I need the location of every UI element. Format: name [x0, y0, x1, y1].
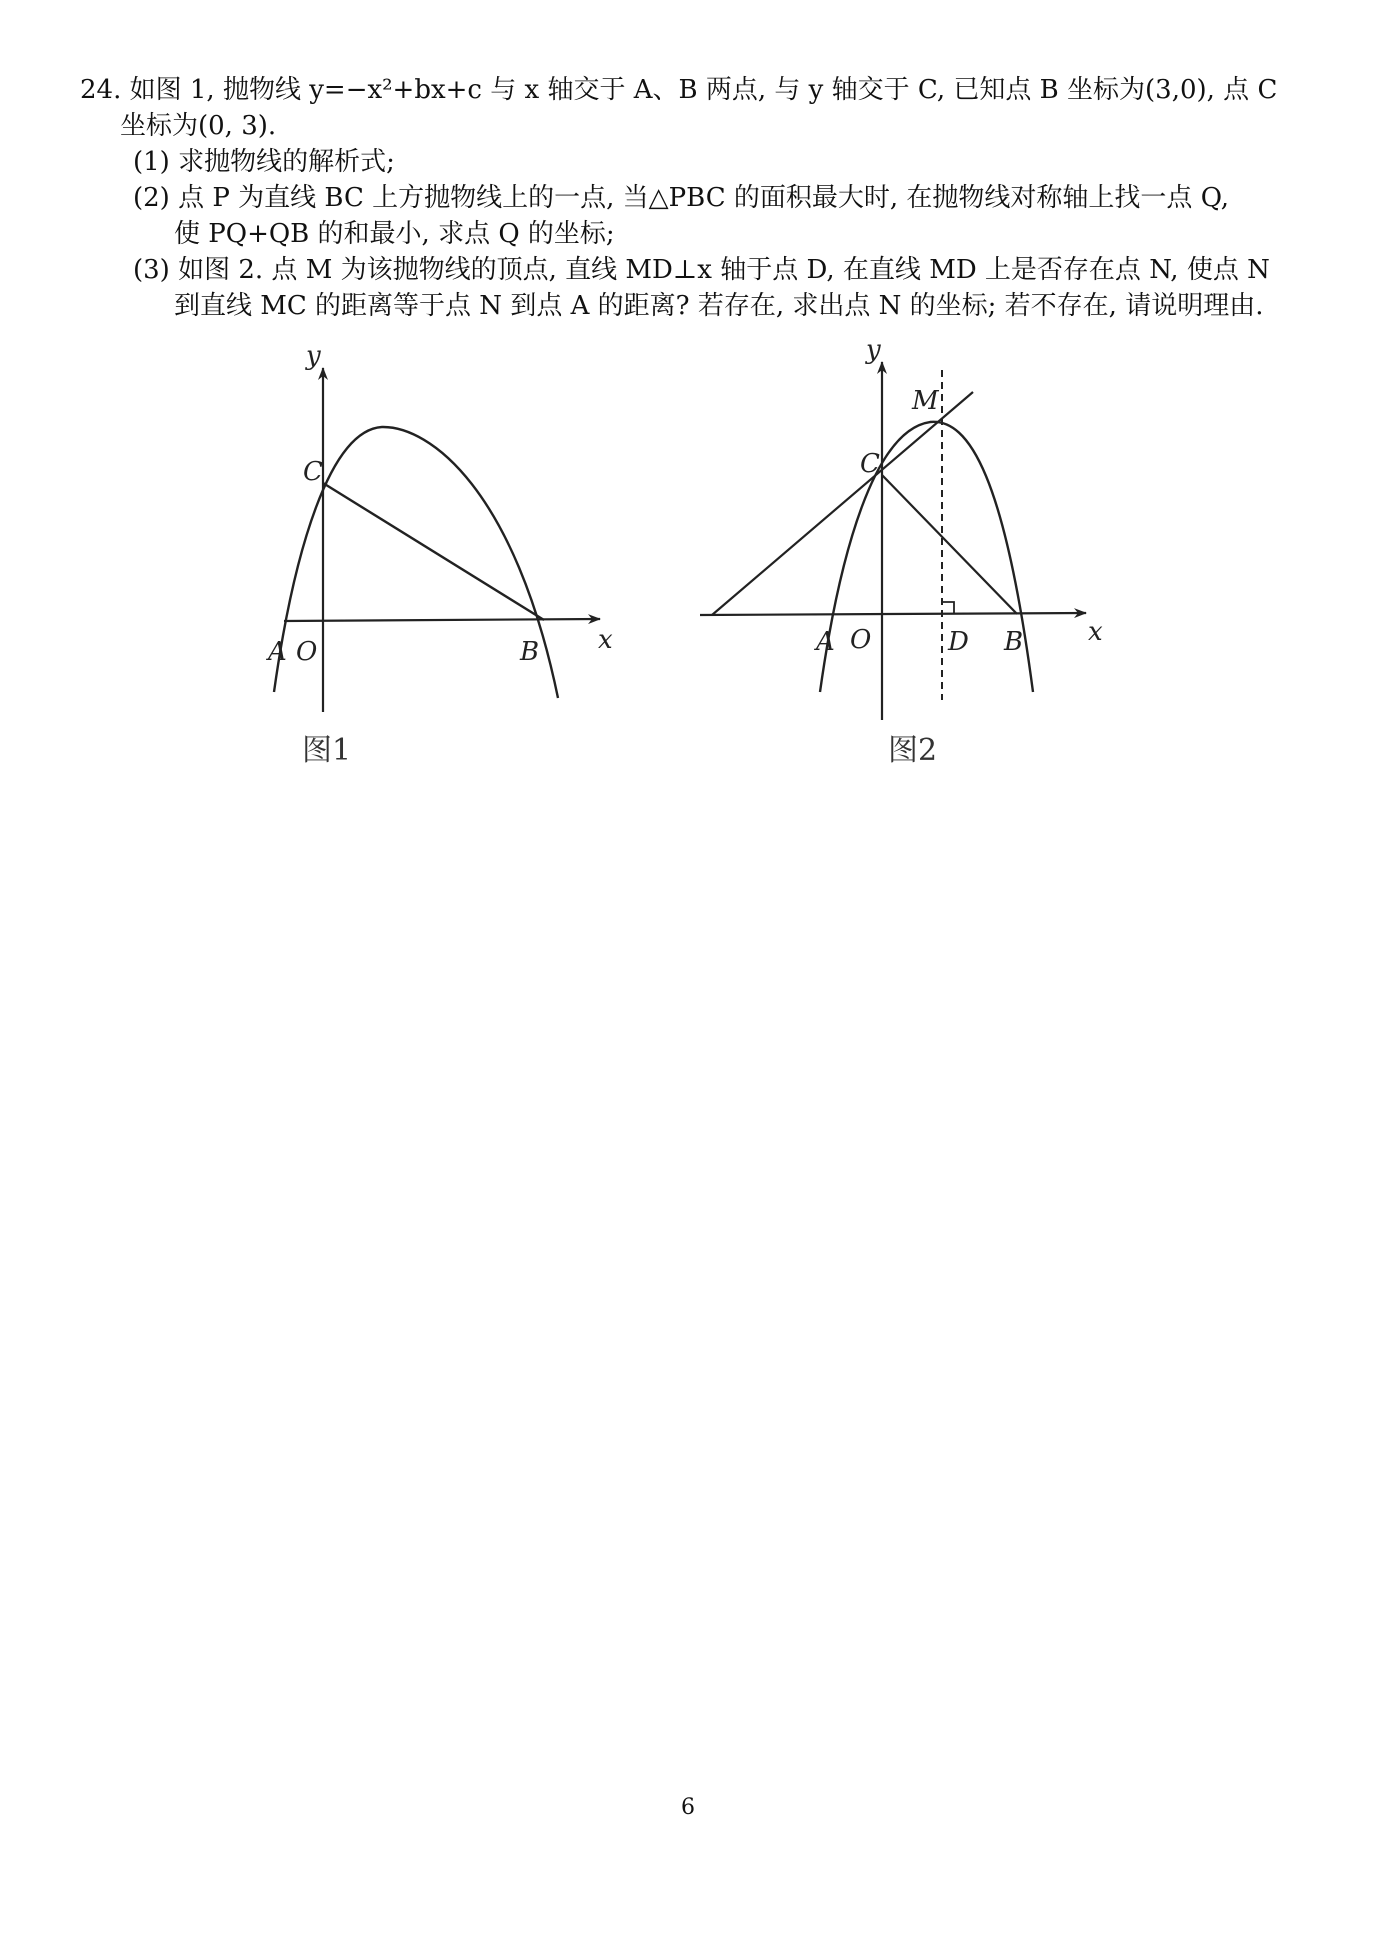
label-y: y [306, 341, 321, 371]
figure-2-diagram [690, 330, 1120, 780]
part-1: (1) 求抛物线的解析式; [133, 147, 395, 177]
label-a: A [816, 627, 835, 657]
label-x: x [1088, 617, 1103, 647]
line-mc [712, 392, 973, 615]
label-o: O [296, 637, 318, 667]
part-3-line-2: 到直线 MC 的距离等于点 N 到点 A 的距离? 若存在, 求出点 N 的坐标; 若不存在, 请说明理由. [174, 291, 1264, 321]
figure-1-caption: 图1 [302, 733, 352, 768]
label-o: O [850, 625, 872, 655]
part-2-line-2: 使 PQ+QB 的和最小, 求点 Q 的坐标; [174, 219, 615, 249]
figure-1 [270, 340, 630, 780]
part-3-line-1: (3) 如图 2. 点 M 为该抛物线的顶点, 直线 MD⊥x 轴于点 D, 在直线 MD 上是否存在点 N, 使点 N [133, 255, 1270, 285]
x-axis [700, 613, 1086, 615]
figure-1-diagram [270, 340, 630, 780]
label-b: B [1004, 627, 1024, 657]
question-line-1: 24. 如图 1, 抛物线 y=−x²+bx+c 与 x 轴交于 A、B 两点, 与 y 轴交于 C, 已知点 B 坐标为(3,0), 点 C [80, 75, 1278, 105]
figure-2 [690, 330, 1120, 780]
label-x: x [598, 625, 613, 655]
label-d: D [948, 627, 969, 657]
label-a: A [268, 637, 287, 667]
question-24 [80, 72, 1310, 324]
question-line-2: 坐标为(0, 3). [120, 111, 277, 141]
label-c: C [303, 457, 323, 487]
part-2-line-1: (2) 点 P 为直线 BC 上方抛物线上的一点, 当△PBC 的面积最大时, 在抛物线对称轴上找一点 Q, [133, 183, 1229, 213]
label-y: y [866, 335, 881, 365]
label-c: C [860, 449, 880, 479]
label-b: B [520, 637, 540, 667]
x-axis [284, 619, 600, 621]
figure-2-caption: 图2 [888, 733, 938, 768]
page-number: 6 [681, 1795, 695, 1820]
right-angle-mark [942, 602, 954, 614]
segment-cb [882, 475, 1017, 614]
label-m: M [912, 386, 939, 416]
